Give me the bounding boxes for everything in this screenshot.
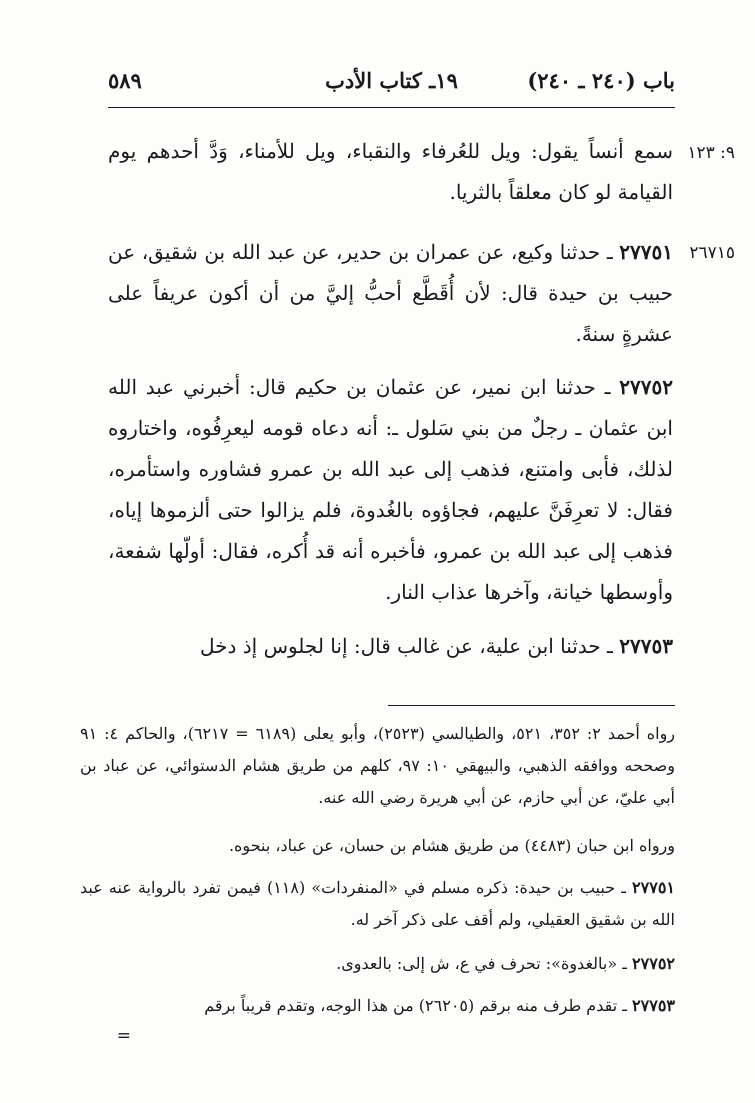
paragraph xyxy=(108,131,673,213)
hadith-text: ـ حدثنا وكيع، عن عمران بن حدير، عن عبد الله بن شقيق، عن حبيب بن حيدة قال: لأن أُقَطَّع أحبُّ إليَّ من أن أكون عريفاً على عشرةٍ سنةً. xyxy=(108,240,673,346)
hadith-number: ٢٧٧٥٣ xyxy=(619,634,673,658)
header-rule xyxy=(108,107,675,108)
footnote-separator xyxy=(388,705,675,706)
hadith-paragraph xyxy=(108,232,673,355)
paragraph-text: سمع أنساً يقول: ويل للعُرفاء والنقباء، ويل للأمناء، وَدَّ أحدهم يوم القيامة لو كان معلقاً بالثريا. xyxy=(108,139,673,204)
hadith-number: ٢٧٧٥٢ xyxy=(619,375,674,399)
footnote xyxy=(80,830,675,862)
footnote-number: ٢٧٧٥٣ xyxy=(632,996,675,1015)
footnote xyxy=(80,990,675,1022)
footnote-text: ـ حبيب بن حيدة: ذكره مسلم في «المنفردات» (١١٨) فيمن تفرد بالرواية عنه عبد الله بن شقيق العقيلي، ولم أقف على ذكر آخر له. xyxy=(80,878,675,929)
hadith-paragraph xyxy=(108,367,673,613)
hadith-number: ٢٧٧٥١ xyxy=(619,240,673,264)
page-number: ٥٨٩ xyxy=(108,68,142,93)
footnote-number: ٢٧٧٥٢ xyxy=(632,954,675,973)
footnote xyxy=(80,948,675,980)
footnote-text: رواه أحمد ٢: ٣٥٢، ٥٢١، والطيالسي (٢٥٢٣)، وأبو يعلى (٦١٨٩ = ٦٢١٧)، والحاكم ٤: ٩١ وصححه ووافقه الذهبي، والبيهقي ١٠: ٩٧، كلهم من طريق هشام الدستوائي، عن عباد بن أبي عليّ، عن أبي حازم، عن أبي هريرة رضي الله عنه. xyxy=(80,724,676,807)
footnote xyxy=(80,718,675,814)
footnote-text: ـ «بالغدوة»: تحرف في ع، ش إلى: بالعدوى. xyxy=(336,954,627,973)
continuation-mark: = xyxy=(116,1026,131,1046)
hadith-paragraph xyxy=(108,626,673,667)
chapter-range: باب (٢٤٠ ـ ٢٤٠) xyxy=(527,68,675,93)
book-title: ١٩ـ كتاب الأدب xyxy=(325,68,458,93)
running-header xyxy=(108,64,675,98)
hadith-text: ـ حدثنا ابن علية، عن غالب قال: إنا لجلوس إذ دخل xyxy=(199,634,613,658)
footnote-text: ـ تقدم طرف منه برقم (٢٦٢٠٥) من هذا الوجه، وتقدم قريباً برقم xyxy=(204,996,627,1015)
footnote-text: ورواه ابن حبان (٤٤٨٣) من طريق هشام بن حسان، عن عباد، بنحوه. xyxy=(228,836,675,855)
margin-reference: ٩: ١٢٣ xyxy=(687,143,735,163)
margin-reference: ٢٦٧١٥ xyxy=(689,243,735,263)
hadith-text: ـ حدثنا ابن نمير، عن عثمان بن حكيم قال: أخبرني عبد الله ابن عثمان ـ رجلٌ من بني سَلول ـ: أنه دعاه قومه ليعرِفُوه، واختاروه لذلك، فأبى وامتنع، فذهب إلى عبد الله بن عمرو فشاوره واستأمره، فقال: لا تعرِفَنَّ عليهم، فجاؤوه بالغُدوة، فلم يزالوا حتى ألزموها إياه، فذهب إلى عبد الله بن عمرو، فأخبره أنه قد أُكره، فقال: أولّها شفعة، وأوسطها خيانة، وآخرها عذاب النار. xyxy=(108,375,673,604)
footnote xyxy=(80,872,675,936)
footnote-number: ٢٧٧٥١ xyxy=(632,878,675,897)
